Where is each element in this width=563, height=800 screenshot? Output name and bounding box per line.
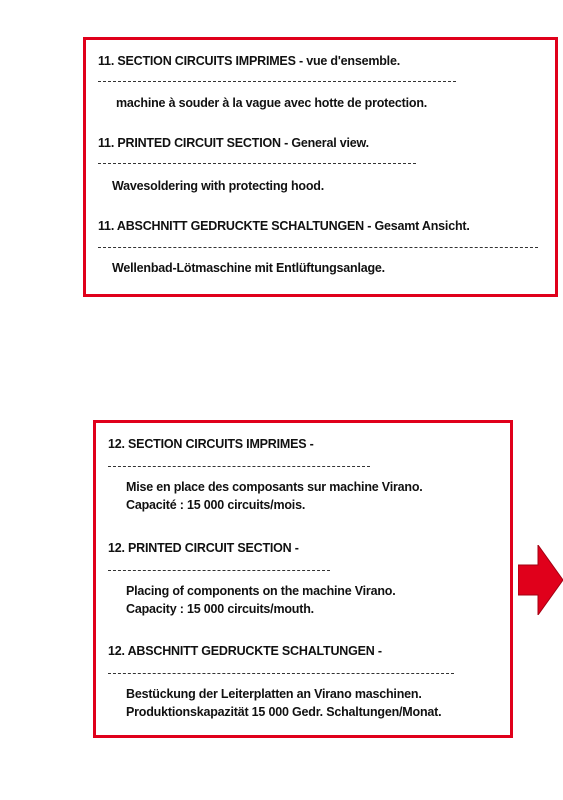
caption-12-rule-fr (108, 466, 370, 467)
caption-12-heading-fr: 12. SECTION CIRCUITS IMPRIMES - (108, 437, 314, 451)
caption-12-heading-en: 12. PRINTED CIRCUIT SECTION - (108, 541, 299, 555)
caption-12-text-en (126, 582, 395, 618)
caption-12-text-de-line-2: Produktionskapazität 15 000 Gedr. Schaltungen/Monat. (126, 705, 442, 719)
caption-11-rule-en (98, 163, 416, 164)
caption-11-rule-de (98, 247, 538, 248)
caption-12-text-en-line-2: Capacity : 15 000 circuits/mouth. (126, 602, 314, 616)
caption-box-12 (93, 420, 513, 738)
caption-12-text-fr (126, 478, 423, 514)
caption-box-11 (83, 37, 558, 297)
caption-12-rule-en (108, 570, 330, 571)
caption-11-text-de: Wellenbad-Lötmaschine mit Entlüftungsanlage. (112, 261, 385, 275)
caption-12-text-fr-line-2: Capacité : 15 000 circuits/mois. (126, 498, 306, 512)
caption-12-text-de-line-1: Bestückung der Leiterplatten an Virano maschinen. (126, 687, 422, 701)
caption-12-rule-de (108, 673, 454, 674)
caption-12-heading-de: 12. ABSCHNITT GEDRUCKTE SCHALTUNGEN - (108, 644, 382, 658)
caption-12-text-en-line-1: Placing of components on the machine Virano. (126, 584, 396, 598)
caption-11-heading-en: 11. PRINTED CIRCUIT SECTION - General view. (98, 136, 369, 150)
caption-11-text-fr: machine à souder à la vague avec hotte de protection. (116, 96, 428, 110)
caption-11-heading-fr: 11. SECTION CIRCUITS IMPRIMES - vue d'ensemble. (98, 54, 400, 68)
caption-12-text-fr-line-1: Mise en place des composants sur machine Virano. (126, 480, 423, 494)
caption-11-rule-fr (98, 81, 456, 82)
caption-12-text-de (126, 685, 441, 721)
arrow-right-icon (518, 545, 563, 615)
caption-11-heading-de: 11. ABSCHNITT GEDRUCKTE SCHALTUNGEN - Gesamt Ansicht. (98, 219, 470, 233)
caption-11-text-en: Wavesoldering with protecting hood. (112, 179, 324, 193)
